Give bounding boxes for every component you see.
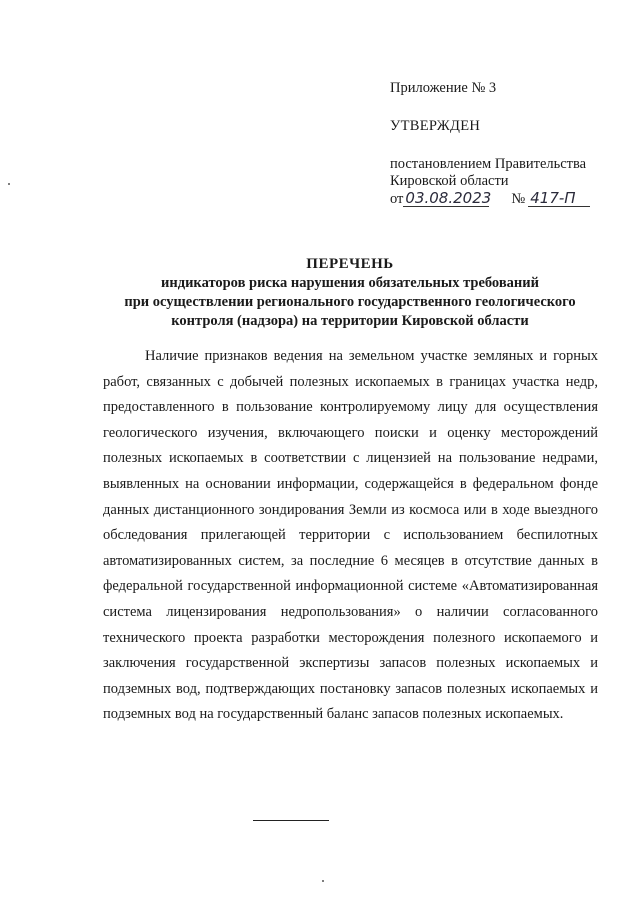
decree-line-1: постановлением Правительства [390, 156, 587, 172]
scan-speck [322, 880, 324, 882]
heading-line-3: контроля (надзора) на территории Кировской области [171, 313, 529, 329]
number-sign: № [511, 191, 526, 207]
handwritten-number: 417-П [528, 190, 590, 207]
date-prefix: от [390, 191, 404, 207]
end-rule [253, 820, 329, 821]
date-number-line [390, 190, 630, 208]
decree-line-2: Кировской области [390, 173, 509, 189]
document-heading [100, 255, 600, 331]
heading-line-2: при осуществлении регионального государственного геологического [124, 294, 576, 310]
approval-block [390, 80, 630, 208]
heading-line-1: индикаторов риска нарушения обязательных требований [161, 275, 539, 291]
scan-speck [8, 183, 10, 185]
handwritten-date: 03.08.2023 [405, 189, 492, 207]
heading-title: ПЕРЕЧЕНЬ [306, 256, 394, 272]
appendix-label: Приложение № 3 [390, 80, 497, 96]
body-paragraph: Наличие признаков ведения на земельном участке земляных и горных работ, связанных с добычей полезных ископаемых в границах участка недр, предоставленного в пользование контролируемому лицу для осуществления геологического изучения, включающего поиски и оценку месторождений полезных ископаемых в соответствии с лицензией на пользование недрами, выявленных на основании информации, содержащейся в федеральном фонде данных дистанционного зондирования Земли из космоса или в ходе выездного обследования прилегающей территории с использованием беспилотных автоматизированных систем, за последние 6 месяцев в отсутствие данных в федеральной государственной информационной системе «Автоматизированная система лицензирования недропользования» о наличии согласованного технического проекта разработки месторождения полезного ископаемого и заключения государственной экспертизы запасов полезных ископаемых и подземных вод, подтверждающих постановку запасов полезных ископаемых и подземных вод на государственный баланс запасов полезных ископаемых. [103, 348, 598, 723]
approved-label: УТВЕРЖДЕН [390, 118, 481, 134]
